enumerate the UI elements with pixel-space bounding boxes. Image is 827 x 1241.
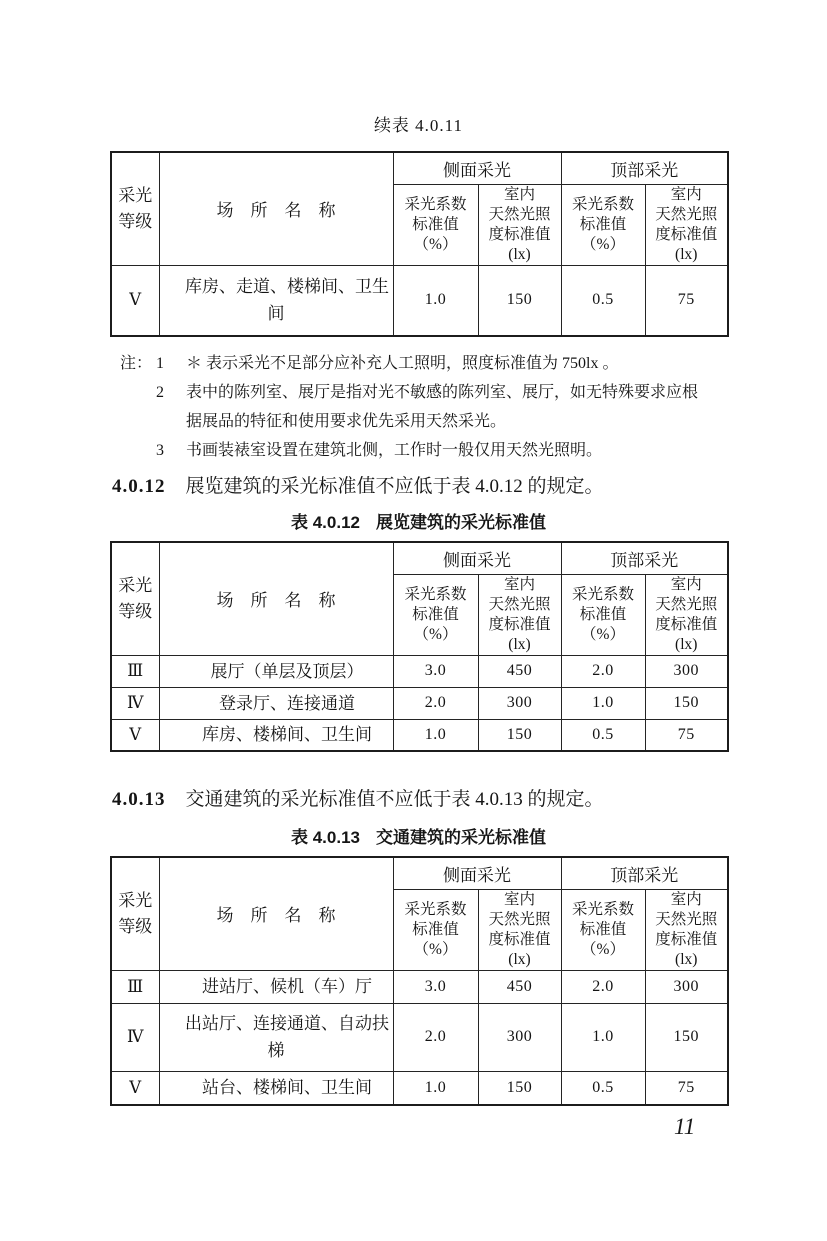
cell-place: 库房、走道、楼梯间、卫生间: [159, 265, 393, 336]
cell-top-lx: 300: [645, 970, 728, 1003]
table-row: [111, 719, 728, 751]
cell-top-dc: 0.5: [561, 719, 645, 751]
header-side-illuminance: 室内 天然光照 度标准值 (lx): [478, 574, 561, 655]
caption-title: 展览建筑的采光标准值: [376, 513, 546, 532]
clause-number: 4.0.13: [112, 789, 166, 810]
cell-side-lx: 300: [478, 1003, 561, 1071]
cell-top-lx: 75: [645, 719, 728, 751]
header-daylight-grade: 采光 等级: [111, 542, 159, 655]
cell-top-dc: 2.0: [561, 655, 645, 687]
cell-side-dc: 2.0: [393, 687, 478, 719]
table-row: [111, 970, 728, 1003]
note-text: 表中的陈列室、展厅是指对光不敏感的陈列室、展厅，如无特殊要求应根据展品的特征和使用要求优先采用天然采光。: [186, 384, 699, 430]
cell-top-lx: 150: [645, 1003, 728, 1071]
header-side-daylight-factor: 采光系数 标准值 （%）: [393, 889, 478, 970]
cell-top-dc: 0.5: [561, 265, 645, 336]
page-number: 11: [674, 1114, 696, 1139]
cell-grade: Ⅲ: [111, 655, 159, 687]
table-4-0-13: [110, 856, 729, 1106]
note-text: 书画装裱室设置在建筑北侧，工作时一般仅用天然光照明。: [186, 442, 603, 459]
caption-title: 交通建筑的采光标准值: [376, 828, 546, 847]
header-top-daylight-factor: 采光系数 标准值 （%）: [561, 574, 645, 655]
notes-label: 注：: [120, 355, 153, 372]
cell-side-lx: 450: [478, 970, 561, 1003]
header-side-daylighting: 侧面采光: [393, 152, 561, 184]
header-side-daylighting: 侧面采光: [393, 542, 561, 574]
header-top-daylight-factor: 采光系数 标准值 （%）: [561, 889, 645, 970]
header-top-daylighting: 顶部采光: [561, 857, 728, 889]
header-side-daylighting: 侧面采光: [393, 857, 561, 889]
cell-grade: Ⅳ: [111, 1003, 159, 1071]
clause-number: 4.0.12: [112, 476, 166, 497]
header-top-daylighting: 顶部采光: [561, 152, 728, 184]
cell-grade: Ⅴ: [111, 719, 159, 751]
table-4-0-11-continued: [110, 151, 729, 337]
note-number: 1: [156, 355, 164, 372]
cell-place: 登录厅、连接通道: [159, 687, 393, 719]
cell-side-dc: 1.0: [393, 1071, 478, 1105]
header-side-illuminance: 室内 天然光照 度标准值 (lx): [478, 184, 561, 265]
cell-side-lx: 450: [478, 655, 561, 687]
cell-side-dc: 1.0: [393, 719, 478, 751]
header-daylight-grade: 采光 等级: [111, 857, 159, 970]
table-row: [111, 265, 728, 336]
cell-top-lx: 75: [645, 265, 728, 336]
cell-top-lx: 75: [645, 1071, 728, 1105]
cell-grade: Ⅳ: [111, 687, 159, 719]
clause-text: 展览建筑的采光标准值不应低于表 4.0.12 的规定。: [185, 476, 604, 497]
cell-grade: Ⅴ: [111, 265, 159, 336]
cell-side-dc: 3.0: [393, 970, 478, 1003]
cell-grade: Ⅲ: [111, 970, 159, 1003]
table-caption-4-0-12: [110, 513, 727, 533]
cell-side-lx: 150: [478, 1071, 561, 1105]
header-side-daylight-factor: 采光系数 标准值 （%）: [393, 184, 478, 265]
header-side-illuminance: 室内 天然光照 度标准值 (lx): [478, 889, 561, 970]
cell-place: 出站厅、连接通道、自动扶梯: [159, 1003, 393, 1071]
notes: [120, 349, 727, 465]
cell-place: 展厅（单层及顶层）: [159, 655, 393, 687]
table-row: [111, 655, 728, 687]
header-top-daylighting: 顶部采光: [561, 542, 728, 574]
header-top-illuminance: 室内 天然光照 度标准值 (lx): [645, 574, 728, 655]
cell-place: 站台、楼梯间、卫生间: [159, 1071, 393, 1105]
cell-side-lx: 300: [478, 687, 561, 719]
clause-4-0-12: [112, 473, 727, 501]
caption-label: 表 4.0.13: [291, 828, 360, 847]
note-number: 3: [156, 442, 164, 459]
cell-side-lx: 150: [478, 719, 561, 751]
cell-place: 进站厅、候机（车）厅: [159, 970, 393, 1003]
cell-side-lx: 150: [478, 265, 561, 336]
header-side-daylight-factor: 采光系数 标准值 （%）: [393, 574, 478, 655]
table-4-0-12: [110, 541, 729, 752]
note-text: ＊ 表示采光不足部分应补充人工照明，照度标准值为 750lx 。: [186, 355, 619, 372]
table-row: [111, 687, 728, 719]
header-top-illuminance: 室内 天然光照 度标准值 (lx): [645, 184, 728, 265]
cell-side-dc: 3.0: [393, 655, 478, 687]
header-top-illuminance: 室内 天然光照 度标准值 (lx): [645, 889, 728, 970]
cell-top-lx: 300: [645, 655, 728, 687]
table-caption-continued: 续表 4.0.11: [373, 116, 464, 135]
note-number: 2: [156, 384, 164, 401]
cell-top-dc: 1.0: [561, 687, 645, 719]
cell-grade: Ⅴ: [111, 1071, 159, 1105]
cell-top-dc: 0.5: [561, 1071, 645, 1105]
table-caption-4-0-13: [110, 828, 727, 848]
caption-label: 表 4.0.12: [291, 513, 360, 532]
header-place-name: 场 所 名 称: [159, 152, 393, 265]
header-place-name: 场 所 名 称: [159, 542, 393, 655]
header-top-daylight-factor: 采光系数 标准值 （%）: [561, 184, 645, 265]
cell-side-dc: 2.0: [393, 1003, 478, 1071]
clause-4-0-13: [112, 786, 727, 814]
header-daylight-grade: 采光 等级: [111, 152, 159, 265]
note-item-2: [120, 378, 727, 436]
clause-text: 交通建筑的采光标准值不应低于表 4.0.13 的规定。: [185, 789, 604, 810]
note-item-1: [120, 349, 727, 378]
cell-top-lx: 150: [645, 687, 728, 719]
note-item-3: [120, 436, 727, 465]
cell-place: 库房、楼梯间、卫生间: [159, 719, 393, 751]
header-place-name: 场 所 名 称: [159, 857, 393, 970]
cell-top-dc: 1.0: [561, 1003, 645, 1071]
table-row: [111, 1071, 728, 1105]
cell-side-dc: 1.0: [393, 265, 478, 336]
table-row: [111, 1003, 728, 1071]
cell-top-dc: 2.0: [561, 970, 645, 1003]
